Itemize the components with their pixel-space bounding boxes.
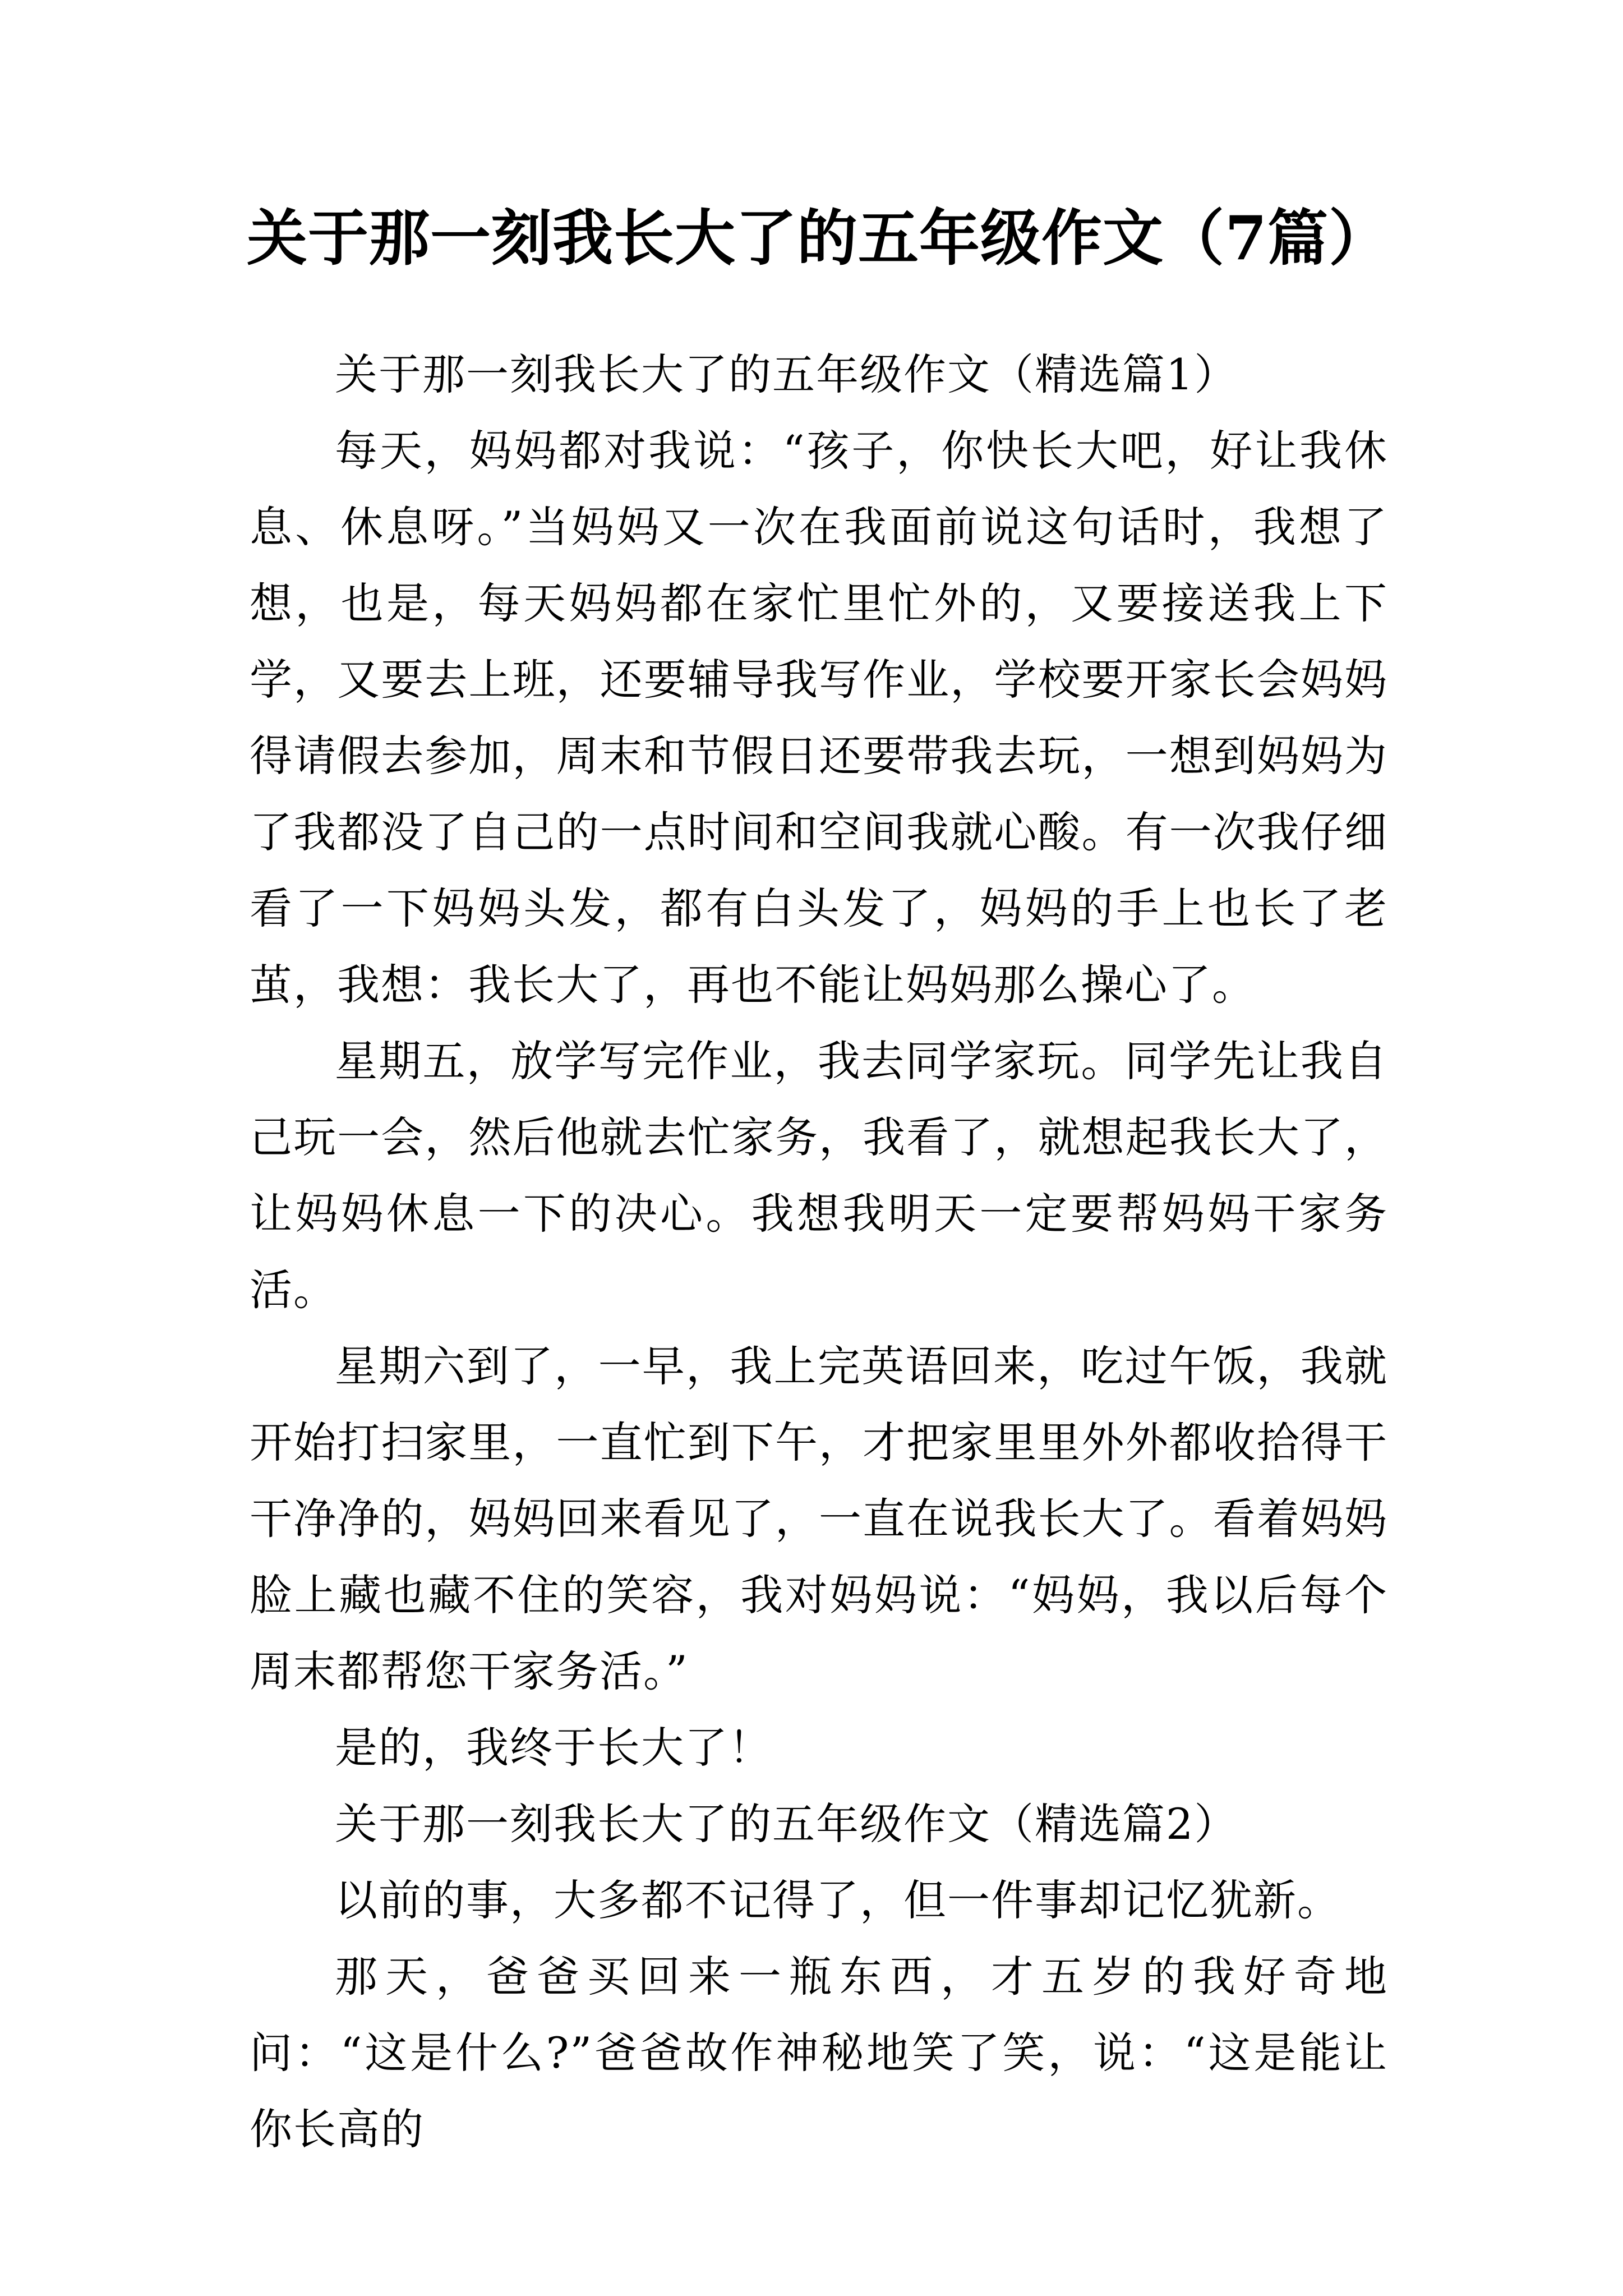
section-heading: 关于那一刻我长大了的五年级作文（精选篇2） xyxy=(335,1799,1238,1849)
section-heading: 关于那一刻我长大了的五年级作文（精选篇1） xyxy=(335,349,1238,399)
body-paragraph: 每天，妈妈都对我说：“孩子，你快长大吧，好让我休息、休息呀。”当妈妈又一次在我面前说这句话时，我想了想，也是，每天妈妈都在家忙里忙外的，又要接送我上下学，又要去上班，还要辅导我写作业，学校要开家长会妈妈得请假去参加，周末和节假日还要带我去玩，一想到妈妈为了我都没了自己的一点时间和空间我就心酸。有一次我仔细看了一下妈妈头发，都有白头发了，妈妈的手上也长了老茧，我想：我长大了，再也不能让妈妈那么操心了。 xyxy=(250,426,1388,1010)
body-paragraph: 那天，爸爸买回来一瓶东西，才五岁的我好奇地问：“这是什么?”爸爸故作神秘地笑了笑，说：“这是能让你长高的 xyxy=(250,1952,1388,2154)
document-title: 关于那一刻我长大了的五年级作文（7篇） xyxy=(247,203,1390,274)
body-paragraph: 星期六到了，一早，我上完英语回来，吃过午饭，我就开始打扫家里，一直忙到下午，才把家里里外外都收拾得干干净净的，妈妈回来看见了，一直在说我长大了。看着妈妈脸上藏也藏不住的笑容，我对妈妈说：“妈妈，我以后每个周末都帮您干家务活。” xyxy=(250,1341,1388,1696)
document-body xyxy=(250,337,1388,2168)
body-paragraph: 是的，我终于长大了！ xyxy=(335,1723,772,1773)
body-paragraph: 以前的事，大多都不记得了，但一件事却记忆犹新。 xyxy=(335,1875,1341,1925)
body-paragraph: 星期五，放学写完作业，我去同学家玩。同学先让我自己玩一会，然后他就去忙家务，我看了，就想起我长大了，让妈妈休息一下的决心。我想我明天一定要帮妈妈干家务活。 xyxy=(250,1036,1388,1315)
